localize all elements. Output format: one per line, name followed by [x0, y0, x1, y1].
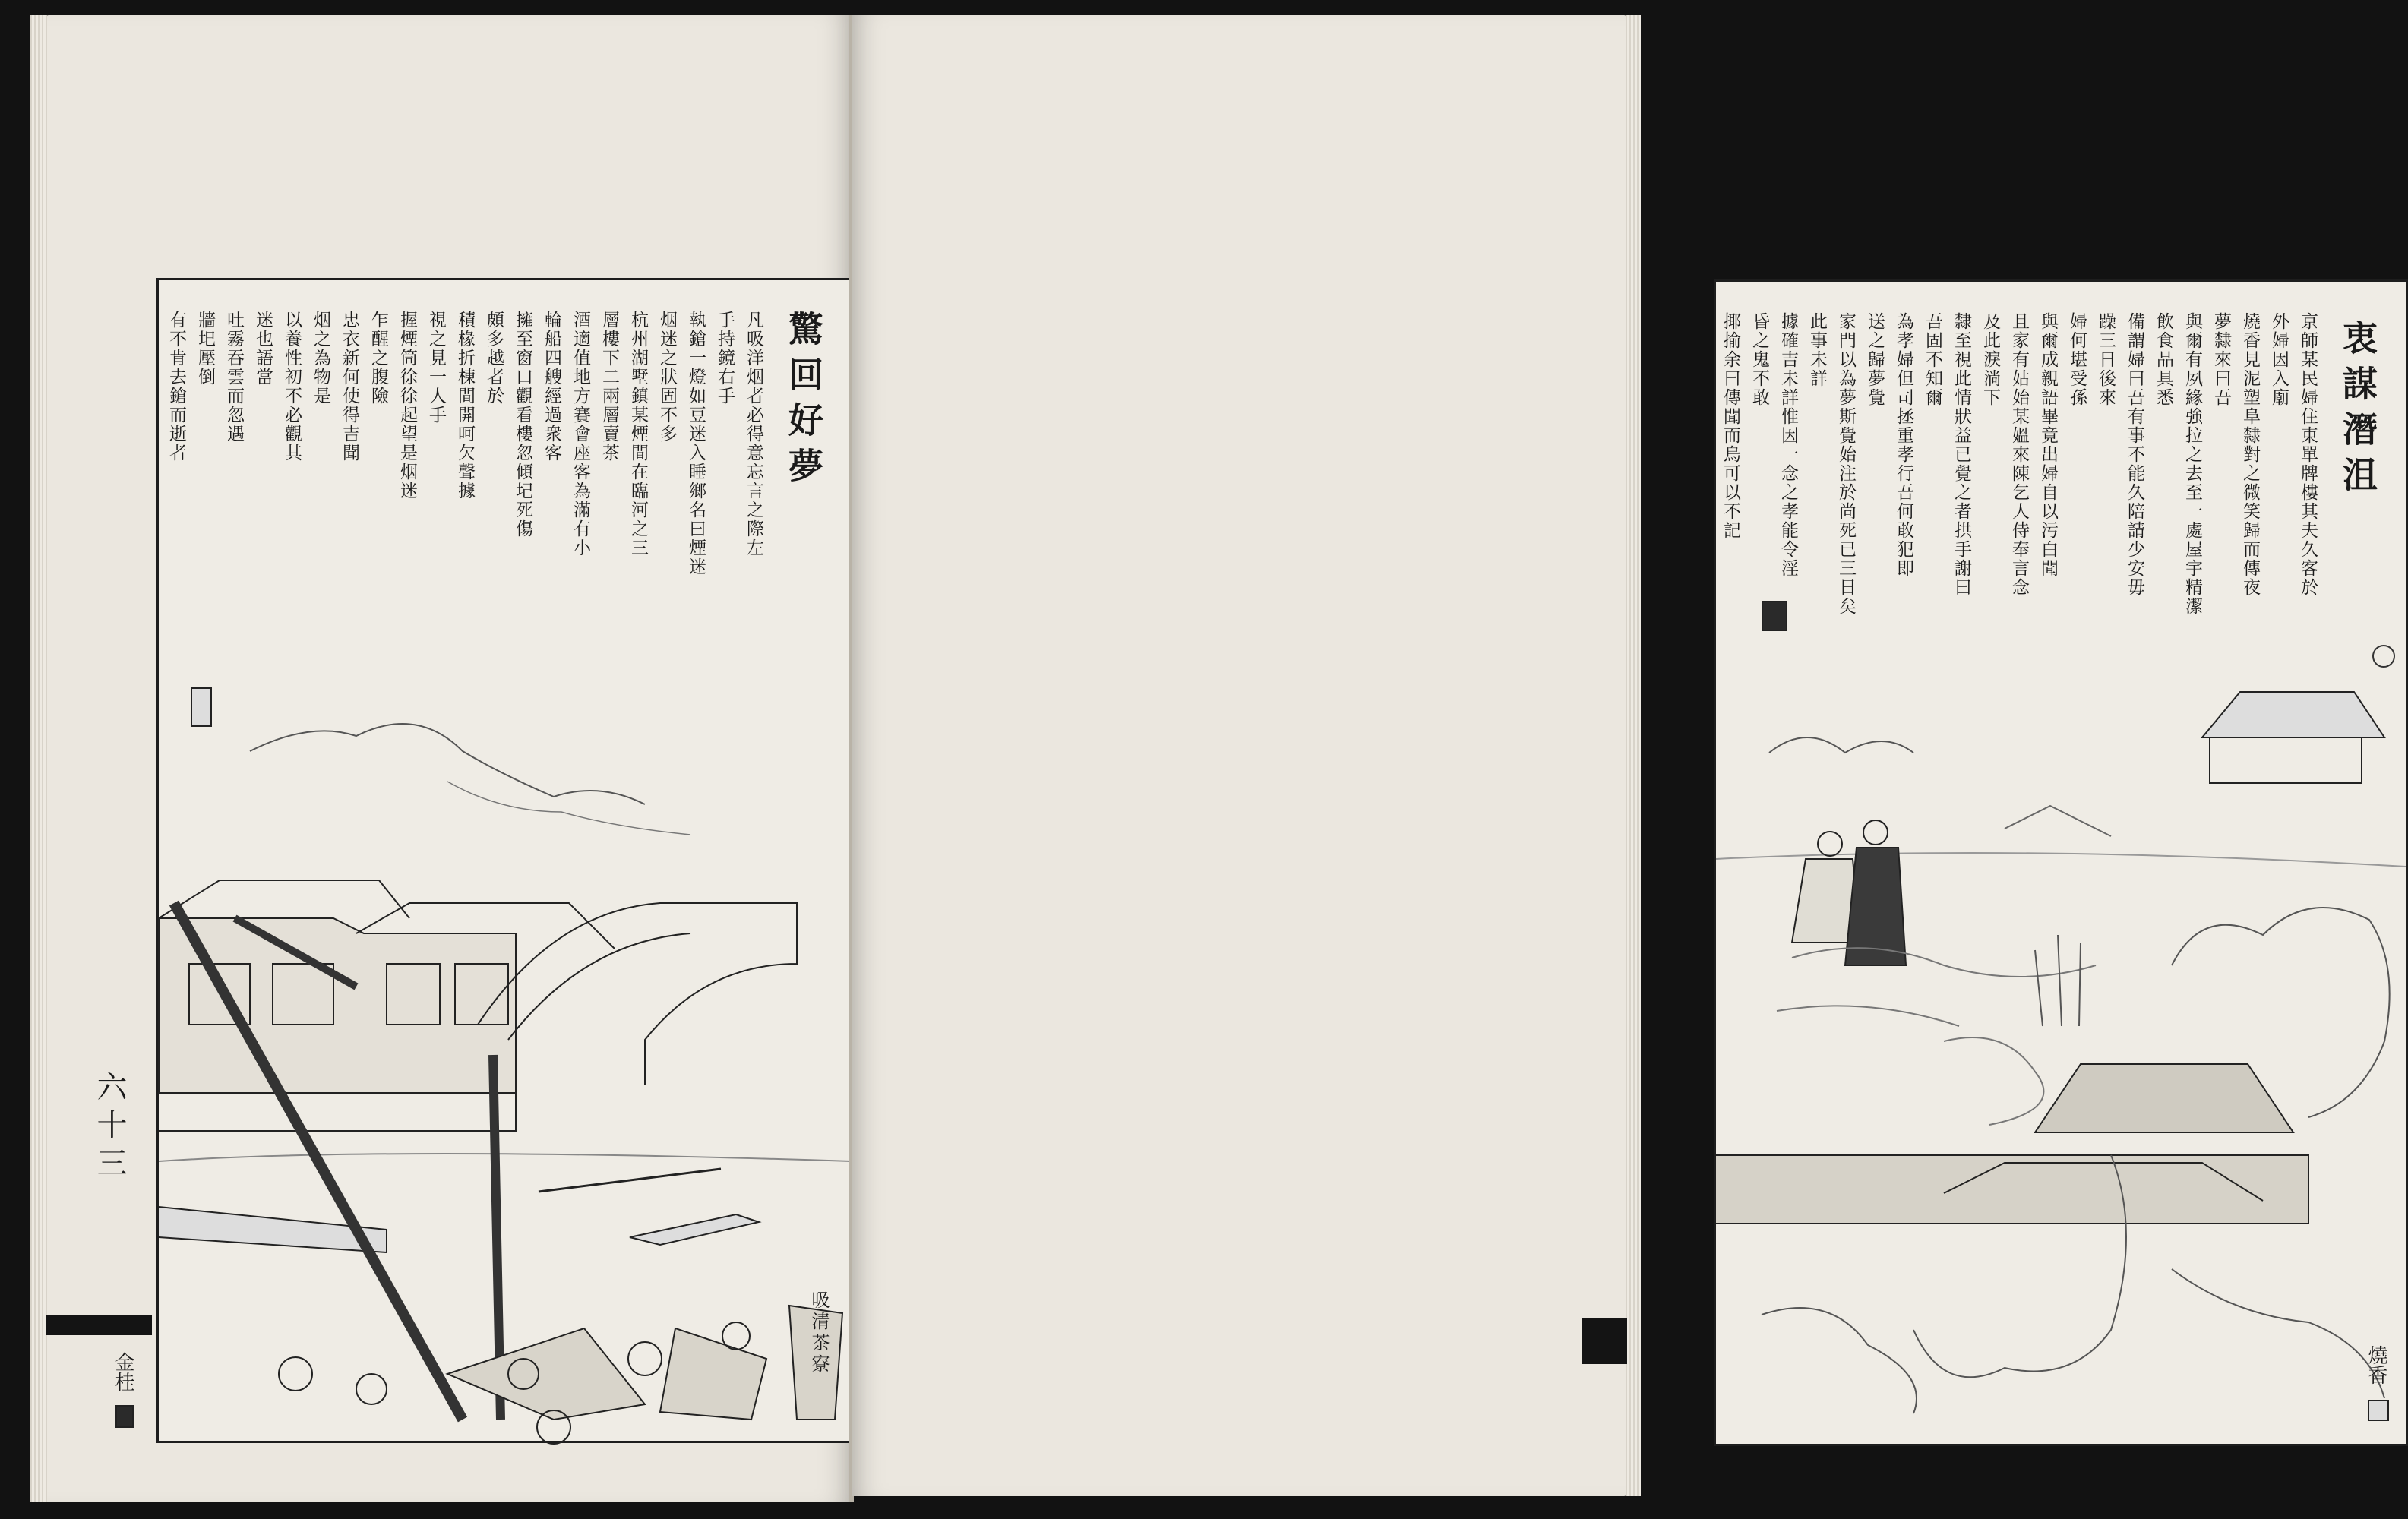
left-text-column: 牆圯壓倒	[195, 311, 215, 387]
right-text-column: 昏之鬼不敢	[1749, 312, 1769, 407]
signboard-inscription: 吸清茶寮	[808, 1290, 830, 1375]
right-text-column: 家門以為夢斯覺始注於尚死已三日矣	[1836, 312, 1856, 616]
right-artist-signature: 燒香	[2365, 1345, 2387, 1385]
left-illustration-frame	[156, 278, 854, 1443]
right-text-column: 與爾成親語畢竟出婦自以污白聞	[2038, 312, 2058, 578]
left-text-column: 烟之為物是	[311, 311, 330, 406]
left-page	[46, 15, 851, 1502]
left-text-column: 輪船四艘經過衆客	[542, 311, 561, 463]
right-text-column: 婦何堪受孫	[2067, 312, 2087, 407]
left-text-column: 烟迷之狀固不多	[657, 311, 677, 444]
right-text-column: 且家有姑始某媼來陳乞人侍奉言念	[2009, 312, 2029, 597]
left-text-column: 以養性初不必觀其	[282, 311, 302, 463]
right-illustration-frame	[1714, 279, 2408, 1446]
left-text-column: 忠衣新何使得吉聞	[340, 311, 359, 463]
left-text-column: 乍醒之腹險	[368, 311, 388, 406]
right-text-column: 隸至視此情狀益已覺之者拱手謝曰	[1951, 312, 1971, 597]
left-margin-band	[46, 1315, 152, 1335]
left-text-column: 凡吸洋烟者必得意忘言之際左	[744, 311, 763, 557]
left-text-column: 酒適值地方賽會座客為滿有小	[570, 311, 590, 557]
right-text-column: 據確吉未詳惟因一念之孝能令淫	[1778, 312, 1798, 578]
left-text-seal	[191, 687, 212, 727]
right-text-column: 夢隸來曰吾	[2211, 312, 2231, 407]
left-text-column: 視之見一人手	[426, 311, 446, 425]
right-text-column: 燒香見泥塑阜隸對之微笑歸而傳夜	[2240, 312, 2260, 597]
right-text-column: 吾固不知爾	[1923, 312, 1942, 407]
left-body-text	[162, 311, 768, 827]
left-text-column: 頗多越者於	[484, 311, 504, 406]
left-text-column: 有不肯去鎗而逝者	[166, 311, 186, 463]
left-text-column: 握煙筒徐徐起望是烟迷	[397, 311, 417, 501]
circle-mark	[2372, 645, 2395, 668]
page-number: 六十三	[92, 1071, 127, 1185]
right-body-text	[1716, 312, 2322, 669]
right-text-column: 外婦因入廟	[2269, 312, 2289, 407]
right-artist-seal	[2368, 1400, 2389, 1421]
right-text-column: 及此淚淌下	[1980, 312, 2000, 407]
left-text-column: 手持鏡右手	[715, 311, 735, 406]
right-text-column: 躁三日後來	[2096, 312, 2116, 407]
left-text-column: 執鎗一燈如豆迷入睡鄉名曰煙迷	[686, 311, 706, 576]
left-text-column: 杭州湖墅鎮某煙間在臨河之三	[628, 311, 648, 557]
left-artist-seal	[115, 1405, 134, 1428]
right-title: 衷謀潛沮	[2337, 320, 2378, 502]
left-text-column: 擁至窗口觀看樓忽傾圮死傷	[513, 311, 532, 538]
left-text-column: 層樓下二兩層賣茶	[599, 311, 619, 463]
right-text-column: 送之歸夢覺	[1865, 312, 1885, 407]
left-artist-signature: 金桂	[112, 1352, 134, 1391]
right-margin-band	[1582, 1318, 1627, 1364]
right-text-column: 此事未詳	[1807, 312, 1827, 388]
right-page-edge	[1626, 15, 1641, 1496]
right-text-column: 備謂婦曰吾有事不能久陪請少安毋	[2125, 312, 2144, 597]
left-text-column: 吐霧吞雲而忽遇	[224, 311, 244, 444]
left-text-column: 積椽折棟間開呵欠聲據	[455, 311, 475, 501]
right-text-column: 京師某民婦住東單牌樓其夫久客於	[2298, 312, 2318, 597]
open-book	[30, 15, 2387, 1504]
right-text-column: 揶揄余曰傳聞而烏可以不記	[1721, 312, 1740, 540]
right-text-column: 為孝婦但司拯重孝行吾何敢犯即	[1894, 312, 1913, 578]
right-page	[852, 15, 2387, 1496]
left-page-edge	[30, 15, 47, 1502]
left-title: 驚回好夢	[783, 311, 824, 493]
right-text-column: 與爾有夙緣強拉之去至一處屋宇精潔	[2182, 312, 2202, 616]
right-text-column: 飲食品具悉	[2154, 312, 2173, 407]
left-text-column: 迷也語當	[253, 311, 273, 387]
right-text-seal	[1762, 601, 1787, 631]
